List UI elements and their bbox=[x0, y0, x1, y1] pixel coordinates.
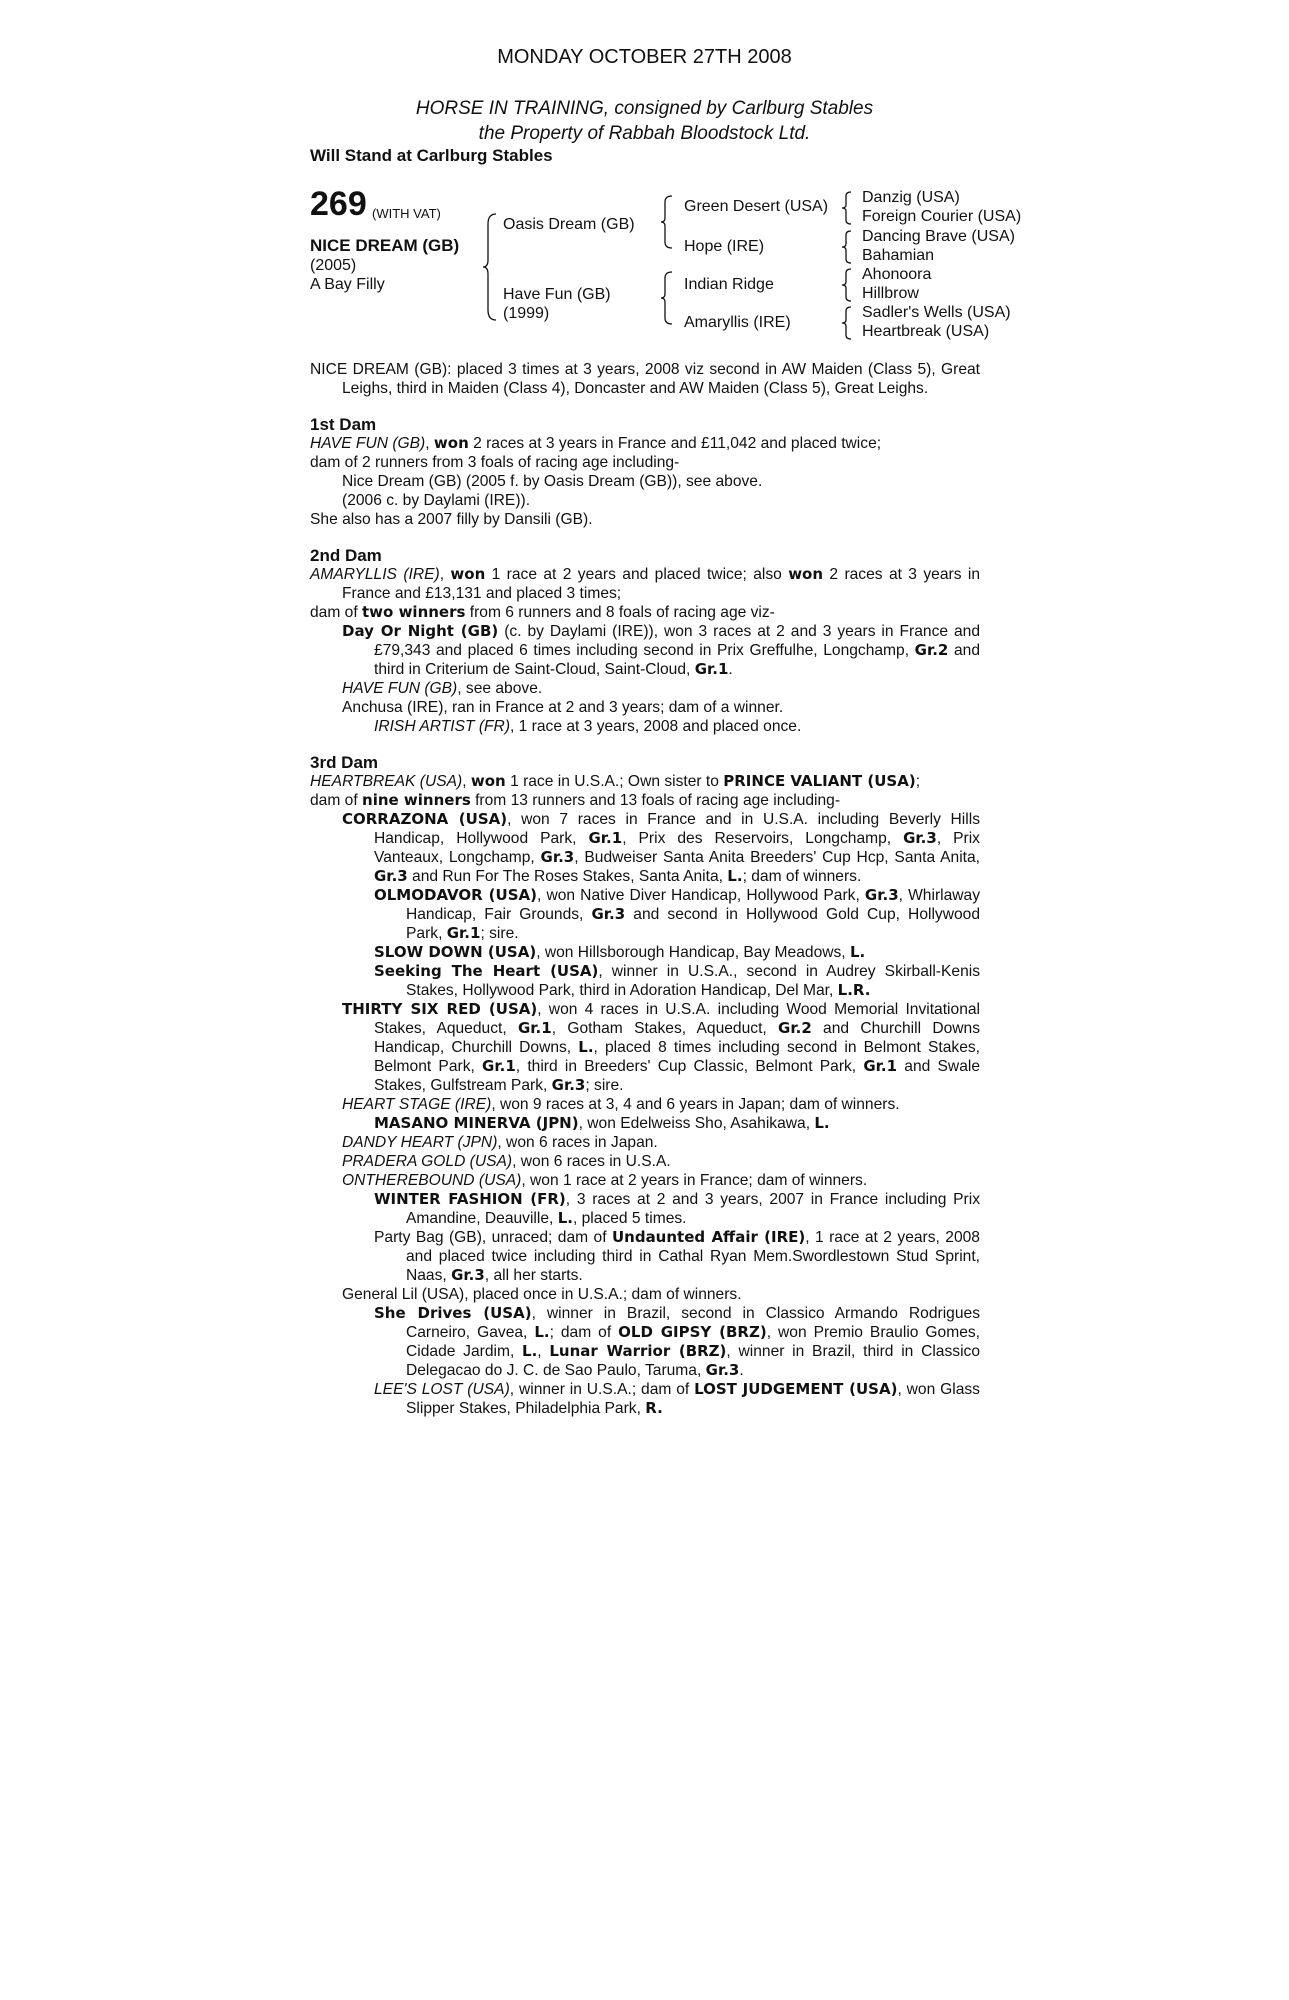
text: , Prix des Reservoirs, Longchamp, bbox=[622, 830, 904, 847]
grade: Gr.1 bbox=[588, 829, 623, 847]
grade: L.R. bbox=[837, 981, 871, 999]
horse-name: Day Or Night (GB) bbox=[342, 622, 499, 640]
text: ; bbox=[915, 773, 921, 790]
summary-text: : placed 3 times at 3 years, 2008 viz second in AW Maiden (Class 5), Great Leighs, third in Maiden (Class 4), Doncaster and AW Maiden (Class 5), Great Leighs. bbox=[342, 361, 980, 397]
pedigree-brace-gg2 bbox=[841, 229, 853, 265]
text: , won 1 race at 2 years in France; dam of winners. bbox=[521, 1172, 868, 1189]
text: , bbox=[537, 1343, 550, 1360]
grade: Gr.3 bbox=[864, 886, 899, 904]
text: 1 race in U.S.A.; Own sister to bbox=[505, 773, 724, 790]
produce-day-or-night bbox=[310, 622, 980, 679]
pedigree-ggen-4: Bahamian bbox=[862, 247, 935, 264]
text: , winner in Brazil, second in Classico Armando Rodrigues Carneiro, Gavea, bbox=[406, 1305, 980, 1341]
race-record-summary bbox=[310, 360, 980, 398]
grade: Gr.3 bbox=[903, 829, 937, 847]
third-dam-record: HEARTBREAK (USA), won 1 race in U.S.A.; Own sister to PRINCE VALIANT (USA); bbox=[310, 772, 921, 790]
grade: Gr.1 bbox=[446, 924, 481, 942]
produce-winter-fashion bbox=[310, 1190, 980, 1228]
text: dam of bbox=[310, 604, 363, 621]
text: and third in Criterium de Saint-Cloud, Saint-Cloud, bbox=[374, 642, 980, 678]
horse-name: PRINCE VALIANT (USA) bbox=[723, 772, 916, 790]
text: 1 race at 2 years and placed twice; also bbox=[485, 566, 789, 583]
produce-irish-artist bbox=[310, 717, 980, 736]
produce-olmodavor bbox=[310, 886, 980, 943]
text: , won 6 races in U.S.A. bbox=[512, 1153, 671, 1170]
winners-count: nine winners bbox=[362, 791, 471, 809]
text: ; sire. bbox=[585, 1077, 624, 1094]
text: Party Bag (GB), unraced; dam of bbox=[374, 1229, 612, 1246]
text: ; sire. bbox=[480, 925, 519, 942]
first-dam-name: HAVE FUN (GB) bbox=[310, 435, 426, 452]
horse-name: SLOW DOWN (USA) bbox=[374, 943, 537, 961]
text: and Churchill Downs Handicap, Churchill Downs, bbox=[374, 1020, 980, 1056]
text: and second in Hollywood Gold Cup, Hollywood Park, bbox=[406, 906, 980, 942]
text: , winner in U.S.A.; dam of bbox=[509, 1381, 695, 1398]
grade: Gr.1 bbox=[863, 1057, 898, 1075]
horse-name: HAVE FUN (GB) bbox=[342, 680, 458, 697]
produce-she-drives bbox=[310, 1304, 980, 1380]
grade: L. bbox=[534, 1323, 550, 1341]
pedigree-brace-gg1 bbox=[841, 190, 853, 226]
won-label: won bbox=[470, 772, 506, 790]
horse-name: IRISH ARTIST (FR) bbox=[374, 718, 511, 735]
horse-name: DANDY HEART (JPN) bbox=[342, 1134, 498, 1151]
text: , Gotham Stakes, Aqueduct, bbox=[551, 1020, 779, 1037]
produce-corrazona bbox=[310, 810, 980, 886]
horse-name: Seeking The Heart (USA) bbox=[374, 962, 599, 980]
produce-pradera-gold bbox=[310, 1152, 980, 1171]
third-dam-produce-intro bbox=[310, 791, 980, 810]
second-dam-heading: 2nd Dam bbox=[310, 546, 382, 565]
produce-have-fun bbox=[310, 679, 980, 698]
horse-name: MASANO MINERVA (JPN) bbox=[374, 1114, 579, 1132]
text: , won Native Diver Handicap, Hollywood Park, bbox=[537, 887, 865, 904]
pedigree-sire-dam: Hope (IRE) bbox=[684, 238, 765, 255]
text: 2 races at 3 years in France and £11,042 and placed twice; bbox=[468, 435, 882, 452]
consignment-line: HORSE IN TRAINING, consigned by Carlburg Stables bbox=[415, 98, 874, 119]
pedigree-brace-gg4 bbox=[841, 305, 853, 341]
text: , see above. bbox=[457, 680, 543, 697]
text: , Prix Vanteaux, Longchamp, bbox=[374, 830, 980, 866]
horse-name: HEART STAGE (IRE) bbox=[342, 1096, 492, 1113]
grade: L. bbox=[849, 943, 866, 961]
pedigree-sire: Oasis Dream (GB) bbox=[503, 216, 635, 233]
text: , won 9 races at 3, 4 and 6 years in Japan; dam of winners. bbox=[491, 1096, 900, 1113]
grade: Gr.1 bbox=[694, 660, 729, 678]
text: , won 7 races in France and in U.S.A. including Beverly Hills Handicap, Hollywood Park, bbox=[374, 811, 980, 847]
first-dam-note: She also has a 2007 filly by Dansili (GB). bbox=[310, 511, 593, 528]
grade: Gr.3 bbox=[551, 1076, 586, 1094]
text: (c. by Daylami (IRE)), won 3 races at 2 and 3 years in France and £79,343 and placed 6 times including second in Prix Greffulhe, Longchamp, bbox=[374, 623, 980, 659]
horse-name: LEE'S LOST (USA) bbox=[374, 1381, 510, 1398]
text: . bbox=[739, 1362, 744, 1379]
text: , all her starts. bbox=[484, 1267, 583, 1284]
grade: Gr.1 bbox=[517, 1019, 552, 1037]
lot-number: 269 bbox=[310, 185, 367, 223]
text: , won Glass Slipper Stakes, Philadelphia Park, bbox=[406, 1381, 980, 1417]
summary-horse-name: NICE DREAM (GB) bbox=[310, 361, 448, 378]
text: , won Premio Braulio Gomes, Cidade Jardim, bbox=[406, 1324, 981, 1360]
text: , Budweiser Santa Anita Breeders' Cup Hcp, Santa Anita, bbox=[574, 849, 981, 866]
text: , won 6 races in Japan. bbox=[497, 1134, 658, 1151]
produce-party-bag bbox=[310, 1228, 980, 1285]
pedigree-dam-sire: Indian Ridge bbox=[684, 276, 774, 293]
pedigree-dam-dam: Amaryllis (IRE) bbox=[684, 314, 791, 331]
horse-name: OLMODAVOR (USA) bbox=[374, 886, 537, 904]
grade: Gr.1 bbox=[482, 1057, 516, 1075]
property-line: the Property of Rabbah Bloodstock Ltd. bbox=[478, 123, 811, 144]
horse-name: LOST JUDGEMENT (USA) bbox=[694, 1380, 898, 1398]
horse-description: A Bay Filly bbox=[310, 276, 385, 293]
catalogue-date: MONDAY OCTOBER 27TH 2008 bbox=[497, 46, 792, 68]
horse-name: WINTER FASHION (FR) bbox=[374, 1190, 566, 1208]
text: , 3 races at 2 and 3 years, 2007 in France including Prix Amandine, Deauville, bbox=[406, 1191, 980, 1227]
stand-line: Will Stand at Carlburg Stables bbox=[310, 146, 553, 165]
first-dam-heading: 1st Dam bbox=[310, 415, 377, 434]
pedigree-brace-gg3 bbox=[841, 267, 853, 303]
pedigree-dam-year: (1999) bbox=[503, 305, 550, 322]
second-dam-name: AMARYLLIS (IRE) bbox=[310, 566, 440, 583]
won-label: won bbox=[433, 434, 469, 452]
first-dam-produce-intro: dam of 2 runners from 3 foals of racing age including- bbox=[310, 454, 680, 471]
horse-name: CORRAZONA (USA) bbox=[342, 810, 508, 828]
grade: Gr.2 bbox=[778, 1019, 812, 1037]
text: , third in Breeders' Cup Classic, Belmont Park, bbox=[515, 1058, 864, 1075]
pedigree-dam: Have Fun (GB) bbox=[503, 286, 611, 303]
text: , won Edelweiss Sho, Asahikawa, bbox=[578, 1115, 815, 1132]
grade: Gr.3 bbox=[451, 1266, 485, 1284]
produce-general-lil: General Lil (USA), placed once in U.S.A.; dam of winners. bbox=[342, 1286, 742, 1303]
grade: Gr.3 bbox=[540, 848, 575, 866]
text: from 13 runners and 13 foals of racing age including- bbox=[470, 792, 841, 809]
horse-name: ONTHEREBOUND (USA) bbox=[342, 1172, 522, 1189]
produce-thirty-six-red bbox=[310, 1000, 980, 1095]
pedigree-ggen-8: Heartbreak (USA) bbox=[862, 323, 990, 340]
text: , placed 5 times. bbox=[572, 1210, 687, 1227]
text: from 6 runners and 8 foals of racing age viz- bbox=[465, 604, 775, 621]
winners-count: two winners bbox=[362, 603, 466, 621]
horse-name: THIRTY SIX RED (USA) bbox=[342, 1000, 538, 1018]
pedigree-sire-sire: Green Desert (USA) bbox=[684, 198, 829, 215]
text: , 1 race at 2 years, 2008 and placed twice including third in Cathal Ryan Mem.Swordlestown Stud Sprint, Naas, bbox=[406, 1229, 980, 1284]
grade: L. bbox=[522, 1342, 538, 1360]
first-dam-record bbox=[310, 434, 980, 453]
horse-name: She Drives (USA) bbox=[374, 1304, 532, 1322]
text: ; dam of winners. bbox=[742, 868, 862, 885]
grade: L. bbox=[814, 1114, 830, 1132]
produce-anchusa: Anchusa (IRE), ran in France at 2 and 3 years; dam of a winner. bbox=[342, 699, 784, 716]
grade: Gr.3 bbox=[374, 867, 408, 885]
vat-note: (WITH VAT) bbox=[372, 206, 441, 221]
pedigree-ggen-6: Hillbrow bbox=[862, 285, 919, 302]
first-dam-produce-2: (2006 c. by Daylami (IRE)). bbox=[342, 492, 531, 509]
horse-name: Undaunted Affair (IRE) bbox=[611, 1228, 806, 1246]
catalogue-body bbox=[310, 360, 980, 1418]
produce-dandy-heart bbox=[310, 1133, 980, 1152]
second-dam-record: AMARYLLIS (IRE), won 1 race at 2 years and placed twice; also won 2 races at 3 years in France and £13,131 and placed 3 times; bbox=[310, 565, 980, 602]
text: and Swale Stakes, Gulfstream Park, bbox=[374, 1058, 981, 1094]
horse-name: PRADERA GOLD (USA) bbox=[342, 1153, 513, 1170]
pedigree-ggen-1: Danzig (USA) bbox=[862, 189, 960, 206]
text: , winner in U.S.A., second in Audrey Skirball-Kenis Stakes, Hollywood Park, third in Adoration Handicap, Del Mar, bbox=[406, 963, 980, 999]
grade: Gr.3 bbox=[705, 1361, 740, 1379]
text: , won Hillsborough Handicap, Bay Meadows, bbox=[536, 944, 850, 961]
grade: L. bbox=[578, 1038, 594, 1056]
pedigree-ggen-2: Foreign Courier (USA) bbox=[862, 208, 1022, 225]
produce-masano-minerva bbox=[310, 1114, 980, 1133]
text: , won 4 races in U.S.A. including Wood Memorial Invitational Stakes, Aqueduct, bbox=[374, 1001, 980, 1037]
horse-name: OLD GIPSY (BRZ) bbox=[618, 1323, 767, 1341]
produce-slow-down bbox=[310, 943, 980, 962]
produce-lees-lost bbox=[310, 1380, 980, 1418]
text: , bbox=[425, 435, 434, 452]
pedigree-ggen-3: Dancing Brave (USA) bbox=[862, 228, 1015, 245]
grade: Gr.3 bbox=[591, 905, 626, 923]
text: ; dam of bbox=[549, 1324, 619, 1341]
text: , placed 8 times including second in Belmont Stakes, Belmont Park, bbox=[374, 1039, 980, 1075]
pedigree-brace-main bbox=[482, 212, 498, 322]
produce-onthebound bbox=[310, 1171, 980, 1190]
pedigree-brace-dam bbox=[660, 270, 674, 326]
produce-heart-stage bbox=[310, 1095, 980, 1114]
pedigree-brace-sire bbox=[660, 194, 674, 250]
grade: L. bbox=[557, 1209, 573, 1227]
text: and Run For The Roses Stakes, Santa Anita, bbox=[407, 868, 728, 885]
grade: R. bbox=[645, 1399, 663, 1417]
produce-seeking-the-heart bbox=[310, 962, 980, 1000]
text: , Whirlaway Handicap, Fair Grounds, bbox=[406, 887, 981, 923]
text: . bbox=[728, 661, 733, 678]
pedigree-ggen-7: Sadler's Wells (USA) bbox=[862, 304, 1011, 321]
third-dam-heading: 3rd Dam bbox=[310, 753, 379, 772]
text: 2 races at 3 years in France and £13,131 and placed 3 times; bbox=[342, 566, 980, 602]
text: , 1 race at 3 years, 2008 and placed once. bbox=[510, 718, 802, 735]
won-label: won bbox=[788, 565, 824, 583]
text: dam of bbox=[310, 792, 363, 809]
first-dam-produce-1: Nice Dream (GB) (2005 f. by Oasis Dream (GB)), see above. bbox=[342, 473, 763, 490]
third-dam-name: HEARTBREAK (USA) bbox=[310, 773, 463, 790]
second-dam-produce-intro bbox=[310, 603, 980, 622]
pedigree-ggen-5: Ahonoora bbox=[862, 266, 932, 283]
horse-year: (2005) bbox=[310, 257, 357, 274]
text: , winner in Brazil, third in Classico Delegacao do J. C. de Sao Paulo, Taruma, bbox=[406, 1343, 980, 1379]
horse-name: NICE DREAM (GB) bbox=[310, 236, 460, 255]
won-label: won bbox=[450, 565, 486, 583]
grade: Gr.2 bbox=[914, 641, 949, 659]
grade: L. bbox=[727, 867, 743, 885]
horse-name: Lunar Warrior (BRZ) bbox=[549, 1342, 727, 1360]
